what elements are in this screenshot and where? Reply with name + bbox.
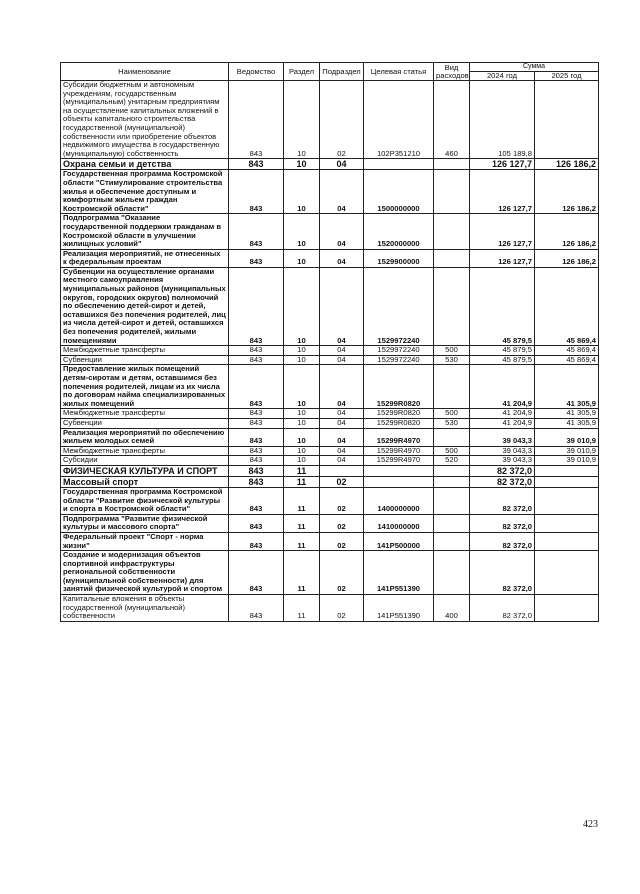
cell-ved: 843	[229, 346, 284, 356]
table-row	[61, 170, 599, 214]
cell-name: Межбюджетные трансферты	[61, 346, 229, 356]
cell-s25: 41 305,9	[535, 365, 599, 409]
table-row	[61, 409, 599, 419]
cell-pod: 04	[320, 267, 364, 345]
cell-name: ФИЗИЧЕСКАЯ КУЛЬТУРА И СПОРТ	[61, 465, 229, 476]
cell-vr: 500	[434, 446, 470, 456]
cell-s24: 82 372,0	[470, 514, 535, 532]
cell-pod: 02	[320, 81, 364, 159]
cell-s24: 41 204,9	[470, 409, 535, 419]
cell-name: Массовый спорт	[61, 476, 229, 487]
cell-s25: 126 186,2	[535, 249, 599, 267]
cell-raz: 10	[284, 346, 320, 356]
cell-name: Создание и модернизация объектов спортивной инфраструктуры региональной собственности (муниципальной собственности) для занятий физической культурой и спортом	[61, 551, 229, 595]
cell-cs: 15299R4970	[364, 428, 434, 446]
table-row	[61, 456, 599, 466]
cell-vr	[434, 365, 470, 409]
cell-cs: 1529972240	[364, 267, 434, 345]
cell-s24: 82 372,0	[470, 465, 535, 476]
cell-vr	[434, 267, 470, 345]
cell-raz: 10	[284, 267, 320, 345]
table-row	[61, 465, 599, 476]
table-row	[61, 532, 599, 550]
cell-raz: 11	[284, 487, 320, 514]
cell-raz: 10	[284, 456, 320, 466]
table-row	[61, 595, 599, 622]
cell-name: Субвенции	[61, 418, 229, 428]
cell-cs: 1500000000	[364, 170, 434, 214]
table-row	[61, 159, 599, 170]
cell-s25	[535, 532, 599, 550]
cell-ved: 843	[229, 249, 284, 267]
cell-ved: 843	[229, 159, 284, 170]
cell-cs: 1529972240	[364, 355, 434, 365]
cell-ved: 843	[229, 428, 284, 446]
cell-raz: 11	[284, 514, 320, 532]
cell-pod: 02	[320, 476, 364, 487]
cell-vr	[434, 551, 470, 595]
cell-raz: 10	[284, 355, 320, 365]
cell-name: Межбюджетные трансферты	[61, 446, 229, 456]
cell-raz: 10	[284, 428, 320, 446]
cell-ved: 843	[229, 551, 284, 595]
cell-name: Государственная программа Костромской области "Развитие физической культуры и спорта в Костромской области"	[61, 487, 229, 514]
table-row	[61, 355, 599, 365]
cell-s24: 45 879,5	[470, 267, 535, 345]
cell-pod	[320, 465, 364, 476]
cell-vr	[434, 170, 470, 214]
cell-ved: 843	[229, 456, 284, 466]
cell-s25: 45 869,4	[535, 346, 599, 356]
cell-pod: 02	[320, 595, 364, 622]
cell-vr	[434, 159, 470, 170]
cell-s24: 41 204,9	[470, 365, 535, 409]
cell-s25	[535, 514, 599, 532]
cell-vr	[434, 514, 470, 532]
cell-cs: 102P351210	[364, 81, 434, 159]
table-row	[61, 267, 599, 345]
cell-ved: 843	[229, 355, 284, 365]
cell-ved: 843	[229, 81, 284, 159]
cell-raz: 10	[284, 214, 320, 249]
cell-vr	[434, 465, 470, 476]
cell-s24: 82 372,0	[470, 487, 535, 514]
cell-pod: 04	[320, 409, 364, 419]
table-row	[61, 214, 599, 249]
cell-cs: 1529972240	[364, 346, 434, 356]
cell-raz: 11	[284, 595, 320, 622]
cell-raz: 10	[284, 418, 320, 428]
cell-ved: 843	[229, 267, 284, 345]
cell-raz: 10	[284, 159, 320, 170]
cell-s25: 39 010,9	[535, 428, 599, 446]
cell-cs: 1520000000	[364, 214, 434, 249]
cell-ved: 843	[229, 595, 284, 622]
cell-s24: 82 372,0	[470, 532, 535, 550]
cell-s25: 45 869,4	[535, 355, 599, 365]
header-2025: 2025 год	[535, 72, 599, 81]
cell-name: Субвенции на осуществление органами местного самоуправления муниципальных районов (муниципальных округов, городских округов) полномочий по обеспечению детей-сирот и детей, оставшихся без попечения родителей, лиц из числа детей-сирот и детей, оставшихся без попечения родителей, жилыми помещениями	[61, 267, 229, 345]
cell-name: Охрана семьи и детства	[61, 159, 229, 170]
cell-ved: 843	[229, 446, 284, 456]
cell-s25	[535, 595, 599, 622]
cell-cs: 15299R0820	[364, 418, 434, 428]
cell-ved: 843	[229, 532, 284, 550]
cell-ved: 843	[229, 418, 284, 428]
cell-raz: 10	[284, 446, 320, 456]
cell-vr	[434, 214, 470, 249]
cell-s25: 41 305,9	[535, 409, 599, 419]
cell-ved: 843	[229, 487, 284, 514]
cell-s24: 82 372,0	[470, 551, 535, 595]
cell-vr	[434, 249, 470, 267]
cell-cs: 15299R0820	[364, 365, 434, 409]
cell-name: Подпрограмма "Развитие физической культуры и массового спорта"	[61, 514, 229, 532]
cell-vr	[434, 428, 470, 446]
cell-s25	[535, 487, 599, 514]
cell-s25	[535, 465, 599, 476]
table-row	[61, 428, 599, 446]
cell-pod: 04	[320, 428, 364, 446]
cell-pod: 02	[320, 532, 364, 550]
cell-raz: 10	[284, 170, 320, 214]
cell-cs: 15299R0820	[364, 409, 434, 419]
cell-ved: 843	[229, 365, 284, 409]
cell-cs: 15299R4970	[364, 456, 434, 466]
cell-name: Государственная программа Костромской области "Стимулирование строительства жилья и обеспечение доступным и комфортным жильем граждан Костромской области"	[61, 170, 229, 214]
cell-ved: 843	[229, 514, 284, 532]
cell-pod: 02	[320, 514, 364, 532]
page-number: 423	[583, 819, 598, 830]
cell-name: Субсидии	[61, 456, 229, 466]
cell-pod: 04	[320, 418, 364, 428]
cell-raz: 11	[284, 551, 320, 595]
table-row	[61, 249, 599, 267]
cell-s24: 45 879,5	[470, 355, 535, 365]
cell-name: Субсидии бюджетным и автономным учреждениям, государственным (муниципальным) унитарным предприятиям на осуществление капитальных вложений в объекты капитального строительства государственной (муниципальной) собственности или приобретение объектов недвижимого имущества в государственную (муниципальную) собственность	[61, 81, 229, 159]
header-podrazdel: Подраздел	[320, 63, 364, 81]
cell-s25: 39 010,9	[535, 446, 599, 456]
cell-name: Предоставление жилых помещений детям-сиротам и детям, оставшимся без попечения родителей, лицам из их числа по договорам найма специализированных жилых помещений	[61, 365, 229, 409]
cell-pod: 04	[320, 249, 364, 267]
cell-vr: 530	[434, 418, 470, 428]
cell-s24: 82 372,0	[470, 595, 535, 622]
cell-vr: 500	[434, 346, 470, 356]
cell-raz: 11	[284, 476, 320, 487]
cell-name: Федеральный проект "Спорт - норма жизни"	[61, 532, 229, 550]
cell-cs	[364, 476, 434, 487]
cell-pod: 02	[320, 487, 364, 514]
cell-raz: 11	[284, 532, 320, 550]
cell-name: Субвенции	[61, 355, 229, 365]
cell-s25: 126 186,2	[535, 170, 599, 214]
cell-pod: 04	[320, 456, 364, 466]
cell-raz: 10	[284, 409, 320, 419]
cell-s24: 126 127,7	[470, 214, 535, 249]
header-summa: Сумма	[470, 63, 599, 72]
cell-cs: 1410000000	[364, 514, 434, 532]
cell-raz: 11	[284, 465, 320, 476]
table-body	[61, 81, 599, 622]
cell-name: Межбюджетные трансферты	[61, 409, 229, 419]
cell-s25: 41 305,9	[535, 418, 599, 428]
header-razdel: Раздел	[284, 63, 320, 81]
cell-ved: 843	[229, 214, 284, 249]
cell-s24: 39 043,3	[470, 456, 535, 466]
cell-ved: 843	[229, 409, 284, 419]
header-vid: Вид расходов	[434, 63, 470, 81]
cell-pod: 04	[320, 170, 364, 214]
cell-raz: 10	[284, 365, 320, 409]
cell-pod: 02	[320, 551, 364, 595]
budget-table	[60, 62, 599, 622]
cell-s24: 126 127,7	[470, 249, 535, 267]
cell-name: Реализация мероприятий по обеспечению жильем молодых семей	[61, 428, 229, 446]
cell-s24: 126 127,7	[470, 159, 535, 170]
table-row	[61, 446, 599, 456]
cell-cs: 15299R4970	[364, 446, 434, 456]
cell-vr: 500	[434, 409, 470, 419]
cell-cs	[364, 159, 434, 170]
cell-s24: 45 879,5	[470, 346, 535, 356]
cell-raz: 10	[284, 249, 320, 267]
cell-vr: 530	[434, 355, 470, 365]
cell-vr: 520	[434, 456, 470, 466]
cell-s24: 39 043,3	[470, 446, 535, 456]
cell-name: Подпрограмма "Оказание государственной поддержки гражданам в Костромской области в улучшении жилищных условий"	[61, 214, 229, 249]
header-vedomstvo: Ведомство	[229, 63, 284, 81]
cell-ved: 843	[229, 465, 284, 476]
cell-cs	[364, 465, 434, 476]
cell-s25	[535, 476, 599, 487]
cell-cs: 141P551390	[364, 595, 434, 622]
cell-cs: 141P500000	[364, 532, 434, 550]
cell-pod: 04	[320, 346, 364, 356]
cell-cs: 1400000000	[364, 487, 434, 514]
cell-s24: 39 043,3	[470, 428, 535, 446]
cell-ved: 843	[229, 170, 284, 214]
cell-s24: 82 372,0	[470, 476, 535, 487]
cell-s24: 126 127,7	[470, 170, 535, 214]
table-row	[61, 476, 599, 487]
cell-s25	[535, 551, 599, 595]
table-row	[61, 551, 599, 595]
cell-pod: 04	[320, 159, 364, 170]
header-2024: 2024 год	[470, 72, 535, 81]
table-row	[61, 346, 599, 356]
cell-name: Капитальные вложения в объекты государственной (муниципальной) собственности	[61, 595, 229, 622]
cell-s25: 126 186,2	[535, 159, 599, 170]
cell-s25: 45 869,4	[535, 267, 599, 345]
cell-cs: 1529900000	[364, 249, 434, 267]
cell-cs: 141P551390	[364, 551, 434, 595]
cell-pod: 04	[320, 214, 364, 249]
cell-vr	[434, 476, 470, 487]
cell-s24: 105 189,8	[470, 81, 535, 159]
cell-pod: 04	[320, 355, 364, 365]
cell-ved: 843	[229, 476, 284, 487]
table-row	[61, 365, 599, 409]
cell-vr: 460	[434, 81, 470, 159]
table-row	[61, 418, 599, 428]
cell-s25: 126 186,2	[535, 214, 599, 249]
header-target: Целевая статья	[364, 63, 434, 81]
table-row	[61, 514, 599, 532]
cell-s24: 41 204,9	[470, 418, 535, 428]
cell-pod: 04	[320, 446, 364, 456]
header-name: Наименование	[61, 63, 229, 81]
table-row	[61, 81, 599, 159]
cell-s25	[535, 81, 599, 159]
cell-vr: 400	[434, 595, 470, 622]
table-row	[61, 487, 599, 514]
cell-vr	[434, 487, 470, 514]
cell-name: Реализация мероприятий, не отнесенных к федеральным проектам	[61, 249, 229, 267]
cell-s25: 39 010,9	[535, 456, 599, 466]
cell-vr	[434, 532, 470, 550]
cell-pod: 04	[320, 365, 364, 409]
cell-raz: 10	[284, 81, 320, 159]
